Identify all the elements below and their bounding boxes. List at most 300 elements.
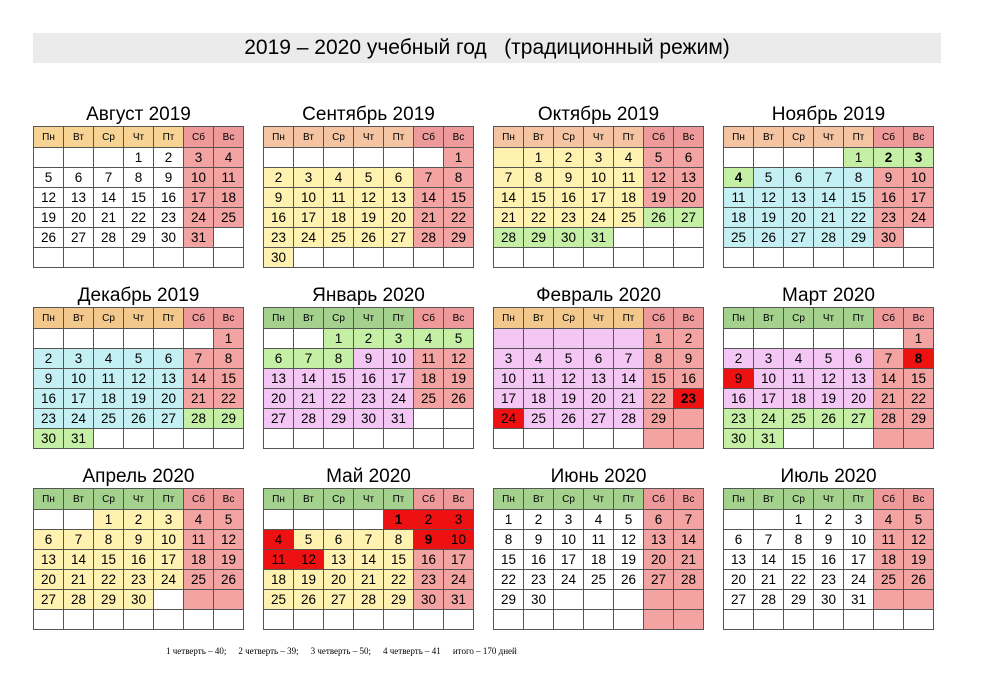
day-cell: 12 <box>904 530 934 550</box>
day-cell: 9 <box>124 530 154 550</box>
day-cell: 1 <box>444 148 474 168</box>
day-cell: 21 <box>414 208 444 228</box>
month-name: Декабрь 2019 <box>77 285 200 306</box>
weekday-header: Вт <box>64 127 94 148</box>
day-cell <box>184 590 214 610</box>
day-cell: 20 <box>724 570 754 590</box>
day-cell: 12 <box>444 349 474 369</box>
page-title: 2019 – 2020 учебный год (традиционный режим) <box>244 36 730 59</box>
day-cell <box>324 510 354 530</box>
weekday-header: Вт <box>524 127 554 148</box>
week-row <box>34 590 244 610</box>
day-cell <box>124 329 154 349</box>
week-row <box>264 369 474 389</box>
day-cell: 29 <box>644 409 674 429</box>
day-cell: 9 <box>354 349 384 369</box>
week-row <box>264 148 474 168</box>
month-table <box>723 126 934 268</box>
day-cell: 3 <box>294 168 324 188</box>
day-cell: 30 <box>414 590 444 610</box>
day-cell <box>874 329 904 349</box>
day-cell: 26 <box>554 409 584 429</box>
day-cell: 11 <box>184 530 214 550</box>
week-row <box>34 168 244 188</box>
day-cell <box>754 148 784 168</box>
day-cell: 5 <box>34 168 64 188</box>
day-cell: 2 <box>554 148 584 168</box>
day-cell: 20 <box>644 550 674 570</box>
day-cell: 8 <box>384 530 414 550</box>
day-cell <box>814 148 844 168</box>
day-cell: 17 <box>754 389 784 409</box>
day-cell: 19 <box>444 369 474 389</box>
day-cell: 1 <box>94 510 124 530</box>
week-row <box>724 208 934 228</box>
weekday-header: Пн <box>494 127 524 148</box>
day-cell <box>674 248 704 268</box>
day-cell: 31 <box>64 429 94 449</box>
week-row <box>494 409 704 429</box>
day-cell <box>154 248 184 268</box>
day-cell: 15 <box>444 188 474 208</box>
day-cell <box>784 248 814 268</box>
day-cell: 25 <box>614 208 644 228</box>
month-table <box>493 307 704 449</box>
day-cell <box>94 148 124 168</box>
day-cell: 31 <box>444 590 474 610</box>
day-cell <box>554 248 584 268</box>
quarter-1-days: 1 четверть – 40; <box>166 646 227 656</box>
day-cell <box>154 429 184 449</box>
day-cell <box>124 429 154 449</box>
weekday-header: Пн <box>264 489 294 510</box>
weekday-header: Сб <box>874 127 904 148</box>
day-cell: 14 <box>294 369 324 389</box>
day-cell: 19 <box>904 550 934 570</box>
day-cell: 18 <box>584 550 614 570</box>
day-cell: 7 <box>494 168 524 188</box>
day-cell: 27 <box>34 590 64 610</box>
month-table <box>263 307 474 449</box>
day-cell: 7 <box>814 168 844 188</box>
day-cell <box>674 429 704 449</box>
day-cell: 4 <box>184 510 214 530</box>
day-cell <box>34 248 64 268</box>
day-cell: 4 <box>614 148 644 168</box>
weekday-header: Чт <box>584 308 614 329</box>
day-cell: 20 <box>674 188 704 208</box>
day-cell: 25 <box>414 389 444 409</box>
day-cell: 28 <box>294 409 324 429</box>
day-cell: 20 <box>384 208 414 228</box>
week-row <box>264 208 474 228</box>
day-cell <box>184 610 214 630</box>
day-cell <box>214 248 244 268</box>
day-cell: 23 <box>264 228 294 248</box>
day-cell <box>264 429 294 449</box>
day-cell: 26 <box>754 228 784 248</box>
day-cell: 7 <box>94 168 124 188</box>
day-cell: 3 <box>184 148 214 168</box>
day-cell: 20 <box>844 389 874 409</box>
day-cell: 26 <box>294 590 324 610</box>
day-cell <box>784 610 814 630</box>
day-cell: 28 <box>64 590 94 610</box>
day-cell: 31 <box>384 409 414 429</box>
day-cell: 20 <box>264 389 294 409</box>
day-cell: 24 <box>154 570 184 590</box>
day-cell <box>384 610 414 630</box>
day-cell <box>584 590 614 610</box>
total-days: итого – 170 дней <box>452 646 517 656</box>
day-cell: 18 <box>414 369 444 389</box>
day-cell: 19 <box>814 389 844 409</box>
day-cell: 16 <box>554 188 584 208</box>
week-row <box>264 188 474 208</box>
day-cell: 16 <box>814 550 844 570</box>
day-cell: 10 <box>844 530 874 550</box>
day-cell: 10 <box>154 530 184 550</box>
day-cell: 16 <box>414 550 444 570</box>
week-row <box>724 168 934 188</box>
day-cell: 1 <box>124 148 154 168</box>
day-cell: 14 <box>64 550 94 570</box>
week-row <box>264 429 474 449</box>
day-cell <box>294 329 324 349</box>
weekday-header: Вт <box>294 308 324 329</box>
day-cell: 24 <box>554 570 584 590</box>
day-cell <box>754 248 784 268</box>
day-cell: 13 <box>34 550 64 570</box>
week-row <box>494 429 704 449</box>
day-cell: 17 <box>154 550 184 570</box>
day-cell: 3 <box>904 148 934 168</box>
day-cell: 2 <box>814 510 844 530</box>
day-cell <box>674 409 704 429</box>
day-cell: 20 <box>64 208 94 228</box>
weekday-header: Вт <box>294 489 324 510</box>
day-cell <box>584 429 614 449</box>
month-name: Апрель 2020 <box>82 466 195 487</box>
day-cell: 21 <box>674 550 704 570</box>
day-cell: 30 <box>34 429 64 449</box>
day-cell <box>384 429 414 449</box>
title-bar <box>33 33 941 63</box>
week-row <box>494 148 704 168</box>
day-cell: 6 <box>324 530 354 550</box>
day-cell: 27 <box>64 228 94 248</box>
day-cell: 29 <box>904 409 934 429</box>
day-cell: 8 <box>904 349 934 369</box>
day-cell: 25 <box>214 208 244 228</box>
day-cell: 27 <box>844 409 874 429</box>
day-cell: 14 <box>354 550 384 570</box>
day-cell: 15 <box>94 550 124 570</box>
day-cell: 3 <box>154 510 184 530</box>
day-cell <box>814 429 844 449</box>
day-cell: 14 <box>674 530 704 550</box>
weekday-header: Чт <box>584 489 614 510</box>
weekday-header: Пн <box>494 308 524 329</box>
day-cell: 25 <box>324 228 354 248</box>
day-cell: 15 <box>494 550 524 570</box>
month-table <box>263 488 474 630</box>
day-cell: 9 <box>524 530 554 550</box>
day-cell: 24 <box>494 409 524 429</box>
day-cell: 28 <box>814 228 844 248</box>
day-cell <box>94 329 124 349</box>
weekday-header: Сб <box>644 489 674 510</box>
day-cell <box>64 148 94 168</box>
weekday-header: Чт <box>814 489 844 510</box>
day-cell <box>904 429 934 449</box>
day-cell: 27 <box>674 208 704 228</box>
day-cell: 18 <box>94 389 124 409</box>
day-cell: 16 <box>724 389 754 409</box>
day-cell: 15 <box>324 369 354 389</box>
day-cell: 11 <box>784 369 814 389</box>
week-row <box>34 530 244 550</box>
day-cell <box>844 248 874 268</box>
day-cell: 28 <box>754 590 784 610</box>
day-cell: 20 <box>584 389 614 409</box>
day-cell: 25 <box>784 409 814 429</box>
day-cell: 16 <box>124 550 154 570</box>
day-cell: 1 <box>494 510 524 530</box>
day-cell: 22 <box>384 570 414 590</box>
week-row <box>724 389 934 409</box>
day-cell: 15 <box>904 369 934 389</box>
week-row <box>264 530 474 550</box>
weekday-header: Пт <box>154 308 184 329</box>
day-cell: 30 <box>124 590 154 610</box>
day-cell <box>154 590 184 610</box>
day-cell: 1 <box>844 148 874 168</box>
day-cell <box>444 610 474 630</box>
weekday-header: Чт <box>354 489 384 510</box>
day-cell: 24 <box>184 208 214 228</box>
day-cell: 22 <box>844 208 874 228</box>
day-cell: 21 <box>614 389 644 409</box>
weekday-header: Пн <box>34 127 64 148</box>
day-cell: 28 <box>674 570 704 590</box>
day-cell: 29 <box>494 590 524 610</box>
day-cell: 12 <box>814 369 844 389</box>
day-cell <box>724 148 754 168</box>
day-cell <box>614 610 644 630</box>
day-cell: 20 <box>324 570 354 590</box>
day-cell: 12 <box>214 530 244 550</box>
day-cell <box>874 590 904 610</box>
day-cell: 25 <box>264 590 294 610</box>
day-cell: 27 <box>644 570 674 590</box>
day-cell: 24 <box>844 570 874 590</box>
day-cell: 3 <box>554 510 584 530</box>
day-cell <box>64 510 94 530</box>
weekday-header: Пн <box>724 308 754 329</box>
day-cell <box>584 610 614 630</box>
month-table <box>493 488 704 630</box>
weekday-header: Пт <box>154 489 184 510</box>
day-cell: 12 <box>644 168 674 188</box>
day-cell: 13 <box>584 369 614 389</box>
day-cell: 19 <box>214 550 244 570</box>
day-cell <box>184 329 214 349</box>
weekday-header: Пт <box>154 127 184 148</box>
day-cell: 2 <box>154 148 184 168</box>
day-cell: 14 <box>94 188 124 208</box>
day-cell: 14 <box>414 188 444 208</box>
week-row <box>724 570 934 590</box>
day-cell: 19 <box>34 208 64 228</box>
day-cell: 21 <box>874 389 904 409</box>
day-cell: 22 <box>94 570 124 590</box>
weekday-header: Ср <box>94 489 124 510</box>
day-cell <box>324 610 354 630</box>
weekday-header: Сб <box>874 308 904 329</box>
day-cell: 5 <box>754 168 784 188</box>
day-cell: 26 <box>124 409 154 429</box>
weekday-header: Ср <box>94 308 124 329</box>
day-cell: 13 <box>644 530 674 550</box>
day-cell <box>414 429 444 449</box>
day-cell <box>294 248 324 268</box>
week-row <box>34 389 244 409</box>
day-cell: 26 <box>214 570 244 590</box>
weekday-header: Ср <box>324 127 354 148</box>
weekday-header: Чт <box>584 127 614 148</box>
day-cell <box>294 148 324 168</box>
week-row <box>724 228 934 248</box>
day-cell <box>214 590 244 610</box>
weekday-header: Пт <box>384 308 414 329</box>
weekday-header: Ср <box>554 489 584 510</box>
week-row <box>494 510 704 530</box>
week-row <box>724 429 934 449</box>
weekday-header: Чт <box>814 127 844 148</box>
day-cell: 24 <box>584 208 614 228</box>
week-row <box>34 510 244 530</box>
week-row <box>34 409 244 429</box>
day-cell: 27 <box>724 590 754 610</box>
day-cell: 30 <box>354 409 384 429</box>
day-cell <box>294 610 324 630</box>
day-cell: 27 <box>784 228 814 248</box>
day-cell: 30 <box>554 228 584 248</box>
day-cell: 17 <box>554 550 584 570</box>
day-cell <box>724 329 754 349</box>
day-cell: 19 <box>124 389 154 409</box>
day-cell <box>644 248 674 268</box>
quarter-3-days: 3 четверть – 50; <box>310 646 371 656</box>
day-cell <box>184 248 214 268</box>
week-row <box>264 248 474 268</box>
weekday-header: Ср <box>324 308 354 329</box>
day-cell <box>414 148 444 168</box>
day-cell: 24 <box>904 208 934 228</box>
day-cell: 17 <box>184 188 214 208</box>
day-cell <box>94 248 124 268</box>
day-cell: 7 <box>674 510 704 530</box>
weekday-header: Вс <box>214 489 244 510</box>
day-cell <box>184 429 214 449</box>
week-row <box>34 208 244 228</box>
day-cell <box>354 510 384 530</box>
day-cell: 16 <box>34 389 64 409</box>
week-row <box>494 570 704 590</box>
day-cell: 22 <box>784 570 814 590</box>
day-cell <box>784 329 814 349</box>
day-cell: 13 <box>264 369 294 389</box>
week-row <box>264 510 474 530</box>
day-cell: 7 <box>874 349 904 369</box>
day-cell: 23 <box>524 570 554 590</box>
weekday-header: Пн <box>264 308 294 329</box>
day-cell: 23 <box>724 409 754 429</box>
day-cell: 22 <box>444 208 474 228</box>
day-cell: 5 <box>644 148 674 168</box>
day-cell <box>554 590 584 610</box>
day-cell <box>674 590 704 610</box>
weekday-header: Вт <box>754 489 784 510</box>
day-cell: 26 <box>354 228 384 248</box>
day-cell: 6 <box>584 349 614 369</box>
weekday-header: Вс <box>674 127 704 148</box>
day-cell: 12 <box>754 188 784 208</box>
day-cell: 10 <box>904 168 934 188</box>
day-cell: 26 <box>444 389 474 409</box>
day-cell <box>754 329 784 349</box>
week-row <box>724 329 934 349</box>
day-cell <box>554 610 584 630</box>
day-cell: 9 <box>34 369 64 389</box>
day-cell: 13 <box>844 369 874 389</box>
week-row <box>34 369 244 389</box>
day-cell <box>524 329 554 349</box>
month-table <box>723 488 934 630</box>
week-row <box>724 510 934 530</box>
week-row <box>264 409 474 429</box>
day-cell <box>264 510 294 530</box>
day-cell: 6 <box>784 168 814 188</box>
day-cell: 26 <box>34 228 64 248</box>
day-cell: 19 <box>754 208 784 228</box>
day-cell: 6 <box>674 148 704 168</box>
day-cell: 5 <box>904 510 934 530</box>
day-cell <box>444 248 474 268</box>
month-table <box>723 307 934 449</box>
day-cell: 18 <box>524 389 554 409</box>
day-cell: 14 <box>874 369 904 389</box>
day-cell <box>724 248 754 268</box>
day-cell: 29 <box>444 228 474 248</box>
weekday-header: Сб <box>874 489 904 510</box>
day-cell: 11 <box>614 168 644 188</box>
day-cell: 19 <box>354 208 384 228</box>
day-cell: 9 <box>674 349 704 369</box>
day-cell: 12 <box>354 188 384 208</box>
weekday-header: Вс <box>904 127 934 148</box>
day-cell: 5 <box>444 329 474 349</box>
weekday-header: Пт <box>384 489 414 510</box>
week-row <box>264 329 474 349</box>
week-row <box>264 349 474 369</box>
day-cell: 6 <box>844 349 874 369</box>
day-cell: 8 <box>324 349 354 369</box>
day-cell <box>354 148 384 168</box>
day-cell <box>754 610 784 630</box>
quarter-summary <box>166 646 529 656</box>
